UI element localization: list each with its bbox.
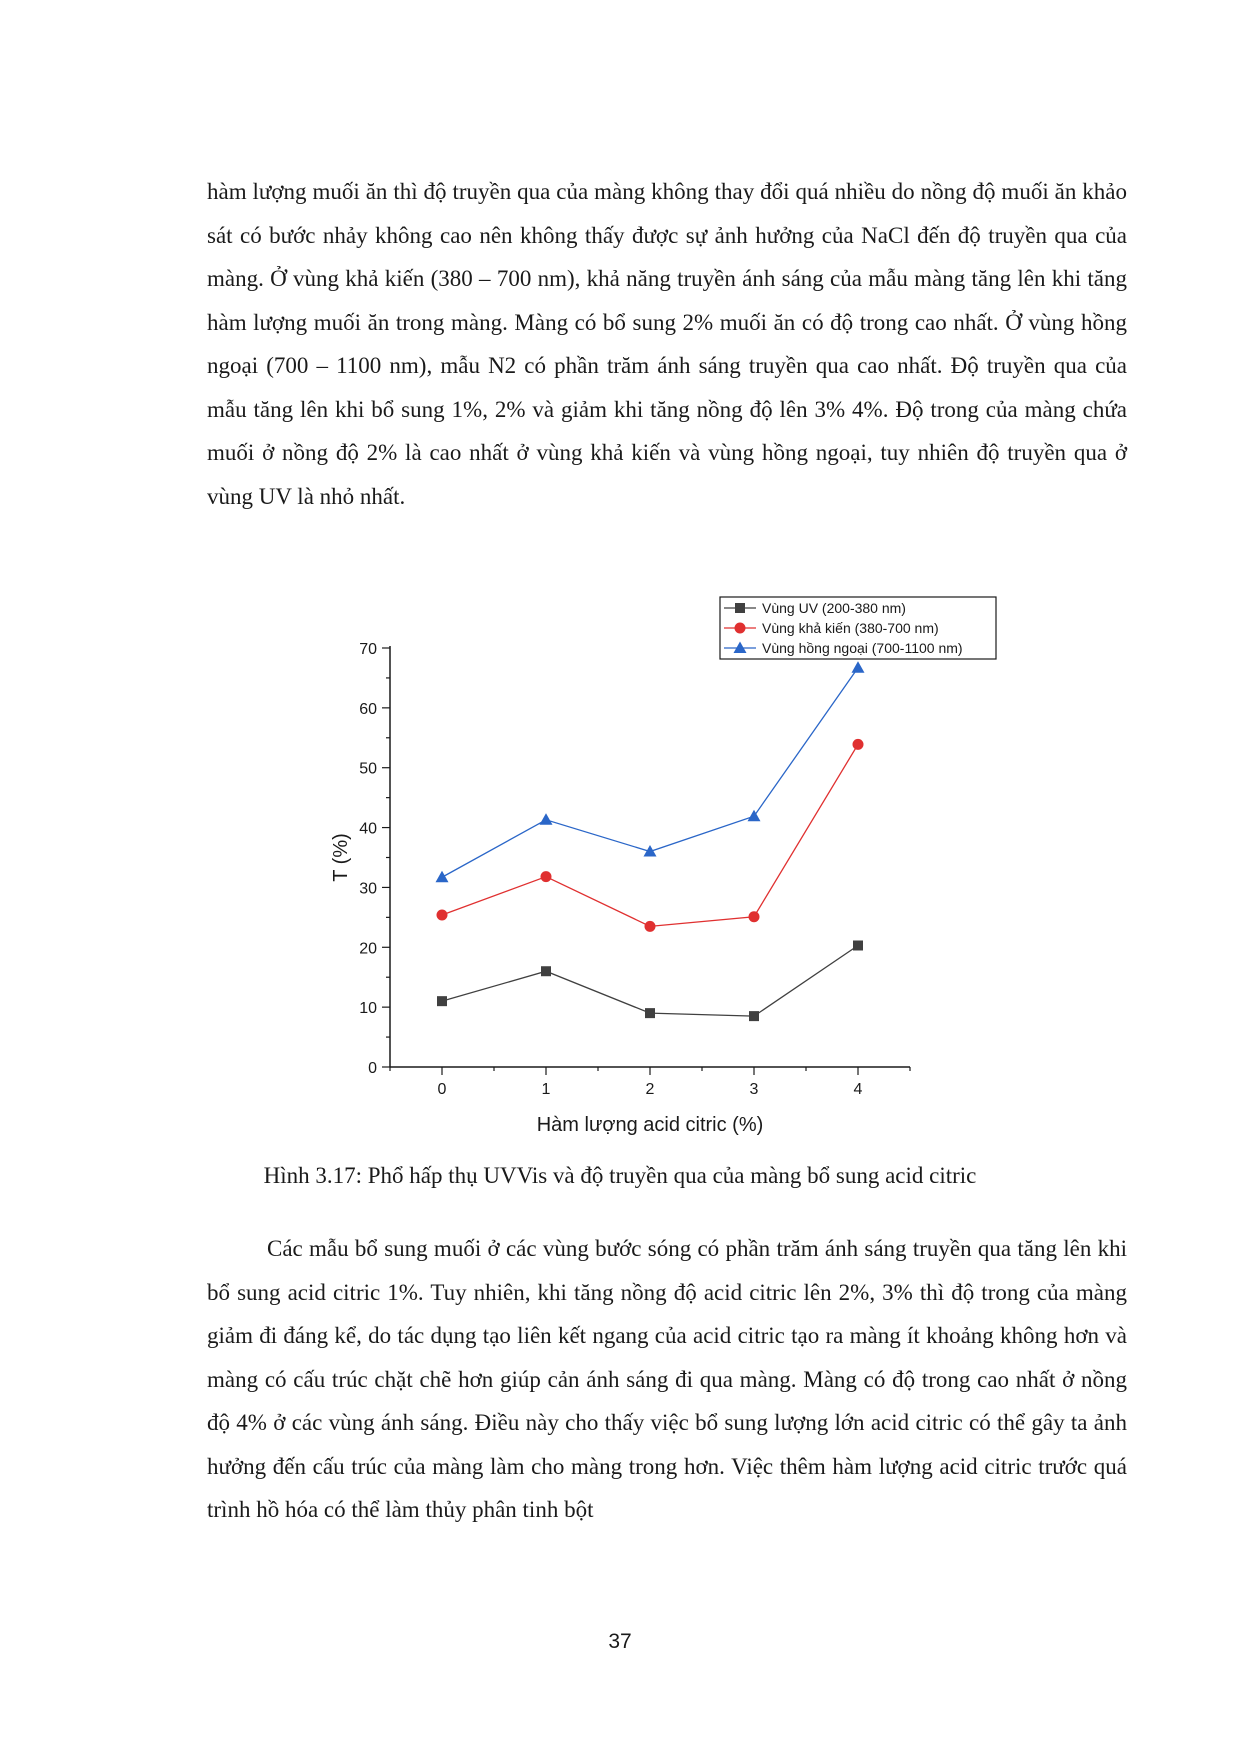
y-axis-label: T (%) xyxy=(330,833,352,882)
x-tick-label: 4 xyxy=(853,1081,863,1098)
chart-plot-area xyxy=(330,597,996,1136)
y-tick-label: 70 xyxy=(359,641,377,658)
y-tick-label: 20 xyxy=(359,940,377,958)
x-tick-label: 1 xyxy=(541,1081,551,1098)
y-tick-label: 0 xyxy=(368,1060,377,1077)
data-point-triangle xyxy=(436,871,449,883)
body-paragraph-2: Các mẫu bổ sung muối ở các vùng bước sóng có phần trăm ánh sáng truyền qua tăng lên khi bổ sung acid citric 1%. Tuy nhiên, khi tăng nồng độ acid citric lên 2%, 3% thì độ trong của màng giảm đi đáng kể, do tác dụng tạo liên kết ngang của acid citric tạo ra màng ít khoảng không hơn và màng có cấu trúc chặt chẽ hơn giúp cản ánh sáng đi qua màng. Màng có độ trong cao nhất ở nồng độ 4% ở các vùng ánh sáng. Điều này cho thấy việc bổ sung lượng lớn acid citric có thể gây ta ảnh hưởng đến cấu trúc của màng làm cho màng trong hơn. Việc thêm hàm lượng acid citric trước quá trình hồ hóa có thể làm thủy phân tinh bột xyxy=(207,1236,1127,1522)
data-point-triangle xyxy=(748,810,761,822)
body-paragraph-1: hàm lượng muối ăn thì độ truyền qua của màng không thay đổi quá nhiều do nồng độ muối ăn khảo sát có bước nhảy không cao nên không thấy được sự ảnh hưởng của NaCl đến độ truyền qua của màng. Ở vùng khả kiến (380 – 700 nm), khả năng truyền ánh sáng của mẫu màng tăng lên khi tăng hàm lượng muối ăn trong màng. Màng có bổ sung 2% muối ăn có độ trong cao nhất. Ở vùng hồng ngoại (700 – 1100 nm), mẫu N2 có phần trăm ánh sáng truyền qua cao nhất. Độ truyền qua của mẫu tăng lên khi bổ sung 1%, 2% và giảm khi tăng nồng độ lên 3% 4%. Độ trong của màng chứa muối ở nồng độ 2% là cao nhất ở vùng khả kiến và vùng hồng ngoại, tuy nhiên độ truyền qua ở vùng UV là nhỏ nhất. xyxy=(207,179,1127,509)
data-point-circle xyxy=(749,911,760,922)
y-tick-label: 10 xyxy=(359,1000,377,1018)
data-point-square xyxy=(853,940,863,950)
y-tick-label: 50 xyxy=(359,760,377,778)
x-tick-label: 2 xyxy=(645,1081,655,1098)
data-point-square xyxy=(645,1008,655,1018)
x-axis-label: Hàm lượng acid citric (%) xyxy=(536,1114,764,1136)
x-tick-label: 0 xyxy=(437,1081,447,1098)
data-point-square xyxy=(749,1011,759,1021)
x-tick-label: 3 xyxy=(749,1081,759,1098)
y-tick-label: 30 xyxy=(359,880,377,898)
data-point-square xyxy=(437,996,447,1006)
data-point-circle xyxy=(853,739,864,750)
page-number: 37 xyxy=(608,1630,632,1653)
figure-caption: Hình 3.17: Phổ hấp thụ UVVis và độ truyền qua của màng bổ sung acid citric xyxy=(263,1163,977,1188)
y-tick-label: 40 xyxy=(359,820,377,838)
legend-entry-label: Vùng hồng ngoại (700-1100 nm) xyxy=(762,640,963,656)
legend-entry-label: Vùng UV (200-380 nm) xyxy=(762,600,906,616)
series-line-1 xyxy=(442,945,858,1016)
data-point-square xyxy=(541,966,551,976)
y-tick-label: 60 xyxy=(359,700,377,718)
legend-marker-square xyxy=(735,603,745,613)
data-point-circle xyxy=(645,921,656,932)
data-point-circle xyxy=(437,909,448,920)
data-point-triangle xyxy=(852,661,865,673)
series-line-2 xyxy=(442,744,858,926)
legend-marker-circle xyxy=(735,623,746,634)
data-point-circle xyxy=(541,871,552,882)
legend-entry-label: Vùng khả kiến (380-700 nm) xyxy=(762,620,939,636)
data-point-triangle xyxy=(540,813,553,825)
